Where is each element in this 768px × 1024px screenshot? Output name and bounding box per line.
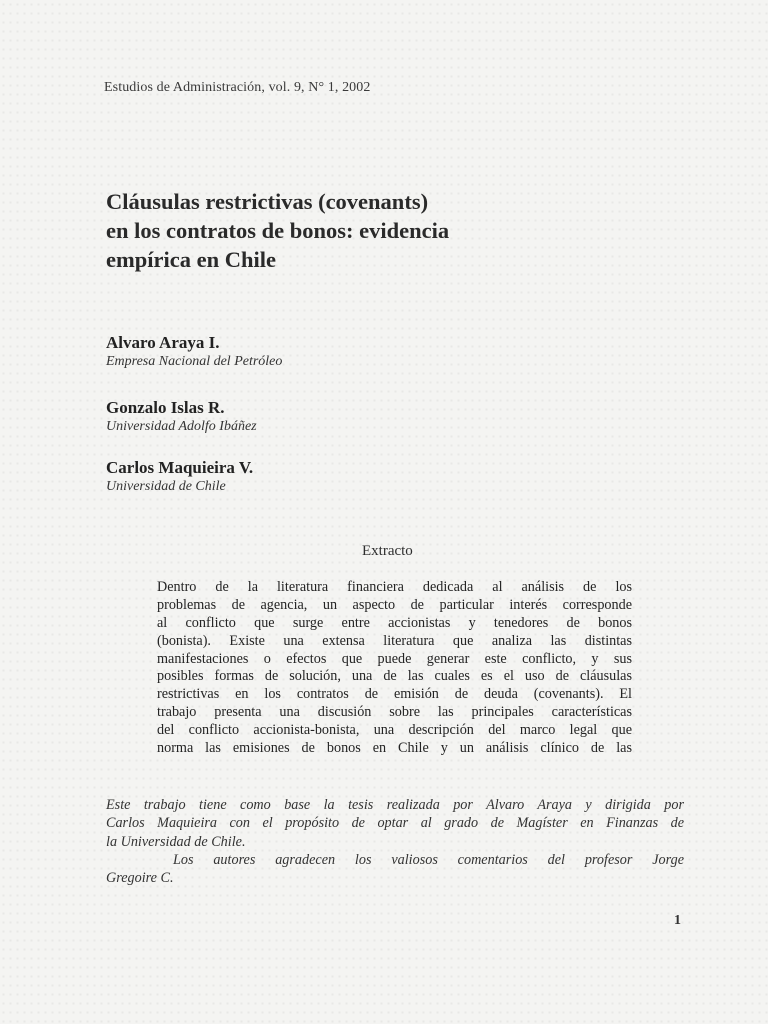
abstract-line: norma las emisiones de bonos en Chile y un análisis clínico de las	[157, 740, 632, 757]
abstract-line: restrictivas en los contratos de emisión de deuda (covenants). El	[157, 686, 632, 703]
author-affiliation: Empresa Nacional del Petróleo	[106, 354, 283, 369]
footnote-line: Este trabajo tiene como base la tesis realizada por Alvaro Araya y dirigida por	[106, 797, 684, 813]
author-name: Alvaro Araya I.	[106, 333, 220, 352]
abstract-line: Dentro de la literatura financiera dedicada al análisis de los	[157, 579, 632, 595]
abstract-line: trabajo presenta una discusión sobre las principales características	[157, 704, 632, 721]
footnote-line: Los autores agradecen los valiosos comentarios del profesor Jorge	[173, 851, 684, 868]
author-block	[106, 333, 282, 371]
journal-header: Estudios de Administración, vol. 9, N° 1, 2002	[104, 80, 371, 95]
title-line: empírica en Chile	[106, 247, 276, 272]
abstract-line: problemas de agencia, un aspecto de particular interés corresponde	[157, 596, 632, 613]
abstract-line: posibles formas de solución, una de las cuales es el uso de cláusulas	[157, 668, 632, 685]
author-block	[106, 398, 257, 436]
title-line: Cláusulas restrictivas (covenants)	[106, 189, 429, 214]
abstract-line: al conflicto que surge entre accionistas y tenedores de bonos	[157, 614, 632, 631]
author-affiliation: Universidad Adolfo Ibáñez	[106, 419, 257, 434]
title-line: en los contratos de bonos: evidencia	[106, 218, 450, 243]
abstract-line: del conflicto accionista-bonista, una descripción del marco legal que	[157, 722, 632, 739]
footnote-line: Gregoire C.	[106, 870, 174, 887]
author-affiliation: Universidad de Chile	[106, 479, 226, 494]
abstract-line: (bonista). Existe una extensa literatura que analiza las distintas	[157, 632, 632, 649]
footnote	[106, 796, 684, 887]
abstract-body	[157, 579, 632, 758]
author-name: Carlos Maquieira V.	[106, 458, 254, 477]
abstract-line: manifestaciones o efectos que puede generar este conflicto, y sus	[157, 650, 632, 667]
footnote-line: la Universidad de Chile.	[106, 833, 246, 850]
page-number: 1	[674, 913, 681, 928]
author-name: Gonzalo Islas R.	[106, 398, 225, 417]
abstract-heading: Extracto	[362, 543, 413, 559]
paper-title	[106, 187, 666, 274]
footnote-line: Carlos Maquieira con el propósito de optar al grado de Magíster en Finanzas de	[106, 815, 684, 832]
author-block	[106, 458, 253, 496]
